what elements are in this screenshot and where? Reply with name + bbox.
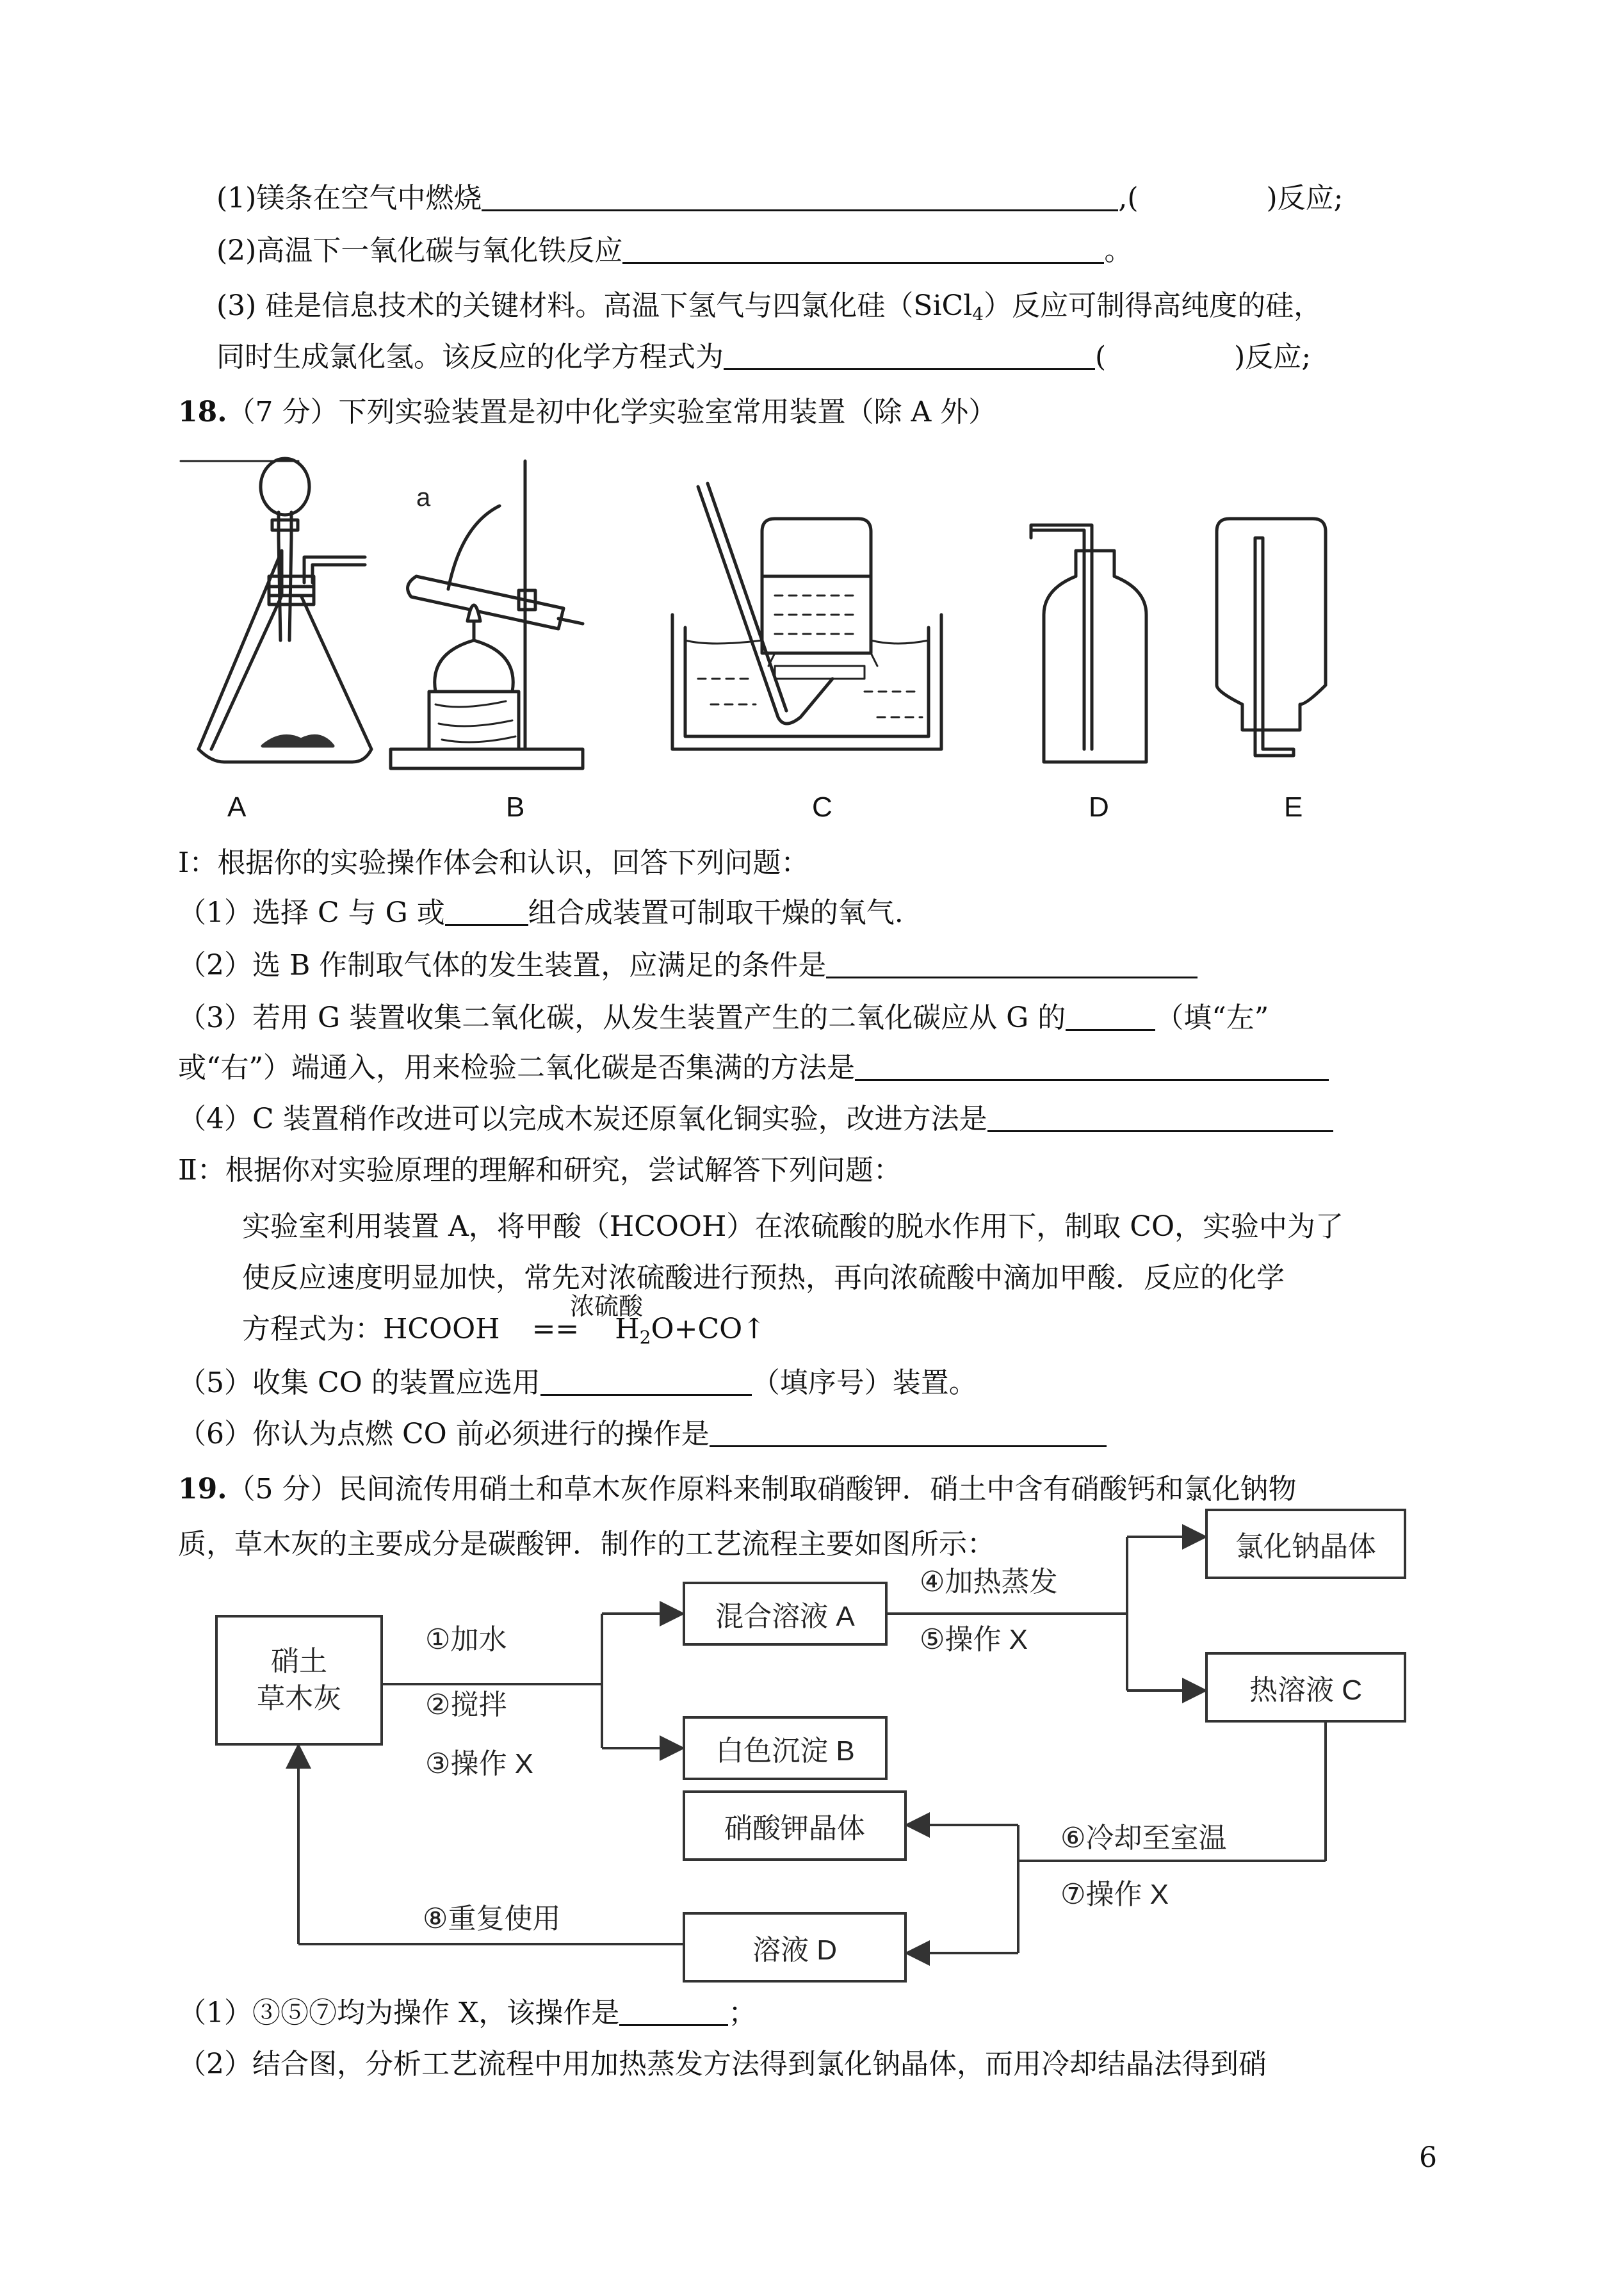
subscript: 4 xyxy=(972,304,984,325)
q17-text: ( xyxy=(1095,341,1107,373)
subscript: 2 xyxy=(639,1327,651,1348)
q17-text: )反应; xyxy=(1266,182,1344,215)
question-number: 18. xyxy=(178,396,227,428)
q18-text: O+CO↑ xyxy=(651,1313,767,1345)
flow-step-3: ③操作 X xyxy=(425,1748,534,1780)
q18-text: （3）若用 G 装置收集二氧化碳，从发生装置产生的二氧化碳应从 G 的 xyxy=(178,1002,1066,1034)
flow-box-solution-d: 溶液 D xyxy=(683,1912,907,1983)
question-number: 19. xyxy=(178,1473,227,1505)
flow-step-1: ①加水 xyxy=(425,1624,507,1655)
section-ii: Ⅱ：根据你对实验原理的理解和研究，尝试解答下列问题： xyxy=(178,1154,902,1187)
q18-text: （填序号）装置。 xyxy=(751,1366,977,1399)
apparatus-label-e: E xyxy=(1284,791,1303,823)
q18-text: （1）选择 C 与 G 或 xyxy=(178,896,445,929)
flow-step-6: ⑥冷却至室温 xyxy=(1060,1822,1227,1854)
q19-text: ； xyxy=(728,1997,757,2029)
flow-box-hot-solution: 热溶液 C xyxy=(1205,1652,1406,1723)
q19-p2: （2）结合图，分析工艺流程中用加热蒸发方法得到氯化钠晶体，而用冷却结晶法得到硝 xyxy=(178,2048,1267,2080)
apparatus-label-c: C xyxy=(812,791,832,823)
q17-text: (2)高温下一氧化碳与氧化铁反应 xyxy=(216,234,623,267)
q18-text: 方程式为：HCOOH xyxy=(242,1313,500,1345)
q17-text: (3) 硅是信息技术的关键材料。高温下氢气与四氯化硅（SiCl xyxy=(216,289,973,322)
q18-text: 或“右”）端通入，用来检验二氧化碳是否集满的方法是 xyxy=(178,1051,855,1084)
flow-step-5: ⑤操作 X xyxy=(920,1624,1028,1655)
apparatus-label-a: A xyxy=(227,791,247,823)
answer-blank[interactable] xyxy=(619,1999,728,2026)
flow-step-7: ⑦操作 X xyxy=(1060,1879,1169,1910)
flow-box-mixed-solution: 混合溶液 A xyxy=(683,1582,888,1646)
q17-text: 同时生成氯化氢。该反应的化学方程式为 xyxy=(216,341,724,373)
q17-text: (1)镁条在空气中燃烧 xyxy=(216,182,482,215)
q17-text: 。 xyxy=(1104,234,1133,267)
flow-step-8: ⑧重复使用 xyxy=(423,1903,561,1934)
flow-box-nacl-crystal: 氯化钠晶体 xyxy=(1205,1509,1406,1579)
flow-step-4: ④加热蒸发 xyxy=(920,1566,1058,1598)
flow-step-2: ②搅拌 xyxy=(425,1689,507,1721)
q18-text: （填“左” xyxy=(1155,1002,1269,1034)
section-i: Ⅰ：根据你的实验操作体会和认识，回答下列问题： xyxy=(178,847,809,879)
apparatus-b-tag: a xyxy=(416,483,431,512)
q19-p1 xyxy=(178,1995,756,2031)
apparatus-label-d: D xyxy=(1089,791,1109,823)
flow-box-raw-materials xyxy=(215,1615,383,1746)
q18-text: H xyxy=(615,1313,640,1345)
q18-text-t2: 使反应速度明显加快，常先对浓硫酸进行预热，再向浓硫酸中滴加甲酸．反应的化学 xyxy=(242,1261,1285,1294)
equation-sign: == xyxy=(532,1313,580,1345)
question-text: （7 分）下列实验装置是初中化学实验室常用装置（除 A 外） xyxy=(227,396,997,428)
q19-text: （1）③⑤⑦均为操作 X，该操作是 xyxy=(178,1997,620,2029)
flow-box-kno3-crystal: 硝酸钾晶体 xyxy=(683,1790,907,1861)
page-number: 6 xyxy=(1419,2141,1437,2174)
q17-text: )反应; xyxy=(1234,341,1311,373)
apparatus-label-b: B xyxy=(506,791,525,823)
q17-text: ）反应可制得高纯度的硅， xyxy=(984,289,1322,322)
flow-box-label: 硝土 xyxy=(271,1646,327,1677)
q18-text: （6）你认为点燃 CO 前必须进行的操作是 xyxy=(178,1418,710,1450)
flow-box-white-precipitate: 白色沉淀 B xyxy=(683,1716,888,1780)
flow-box-label: 草木灰 xyxy=(257,1683,341,1714)
q18-text: （5）收集 CO 的装置应选用 xyxy=(178,1366,540,1399)
q17-text: ,( xyxy=(1118,182,1139,215)
question-text: （5 分）民间流传用硝土和草木灰作原料来制取硝酸钾．硝土中含有硝酸钙和氯化钠物 xyxy=(227,1473,1297,1505)
q18-text-t1: 实验室利用装置 A，将甲酸（HCOOH）在浓硫酸的脱水作用下，制取 CO，实验中为了 xyxy=(242,1210,1344,1243)
q18-text: 组合成装置可制取干燥的氧气. xyxy=(528,896,904,929)
reaction-condition: 浓硫酸 xyxy=(570,1292,644,1320)
q18-text: （4）C 装置稍作改进可以完成木炭还原氧化铜实验，改进方法是 xyxy=(178,1103,987,1135)
q19-heading2: 质，草木灰的主要成分是碳酸钾．制作的工艺流程主要如图所示： xyxy=(178,1528,995,1561)
q18-text: （2）选 B 作制取气体的发生装置，应满足的条件是 xyxy=(178,949,827,982)
